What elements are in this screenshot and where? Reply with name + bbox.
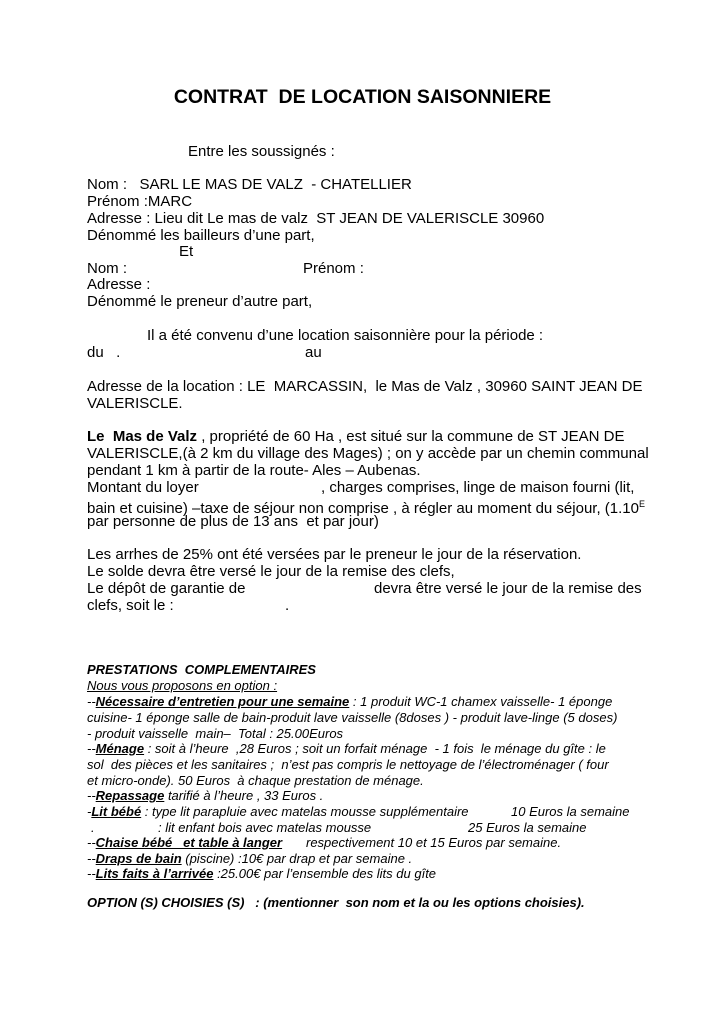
clefs-dot: . <box>285 597 290 614</box>
prestations-heading <box>87 662 316 677</box>
periode-intro: Il a été convenu d’une location saisonnière pour la période : <box>147 327 544 344</box>
chaise-line <box>87 835 282 850</box>
lit-bebe-rest: : type lit parapluie avec matelas mousse supplémentaire <box>141 804 469 819</box>
menage-dash: -- <box>87 741 96 756</box>
loyer-details: , charges comprises, linge de maison fourni (lit, <box>321 479 635 496</box>
entretien-dash: -- <box>87 694 96 709</box>
prestations-heading-text: PRESTATIONS COMPLEMENTAIRES <box>87 662 316 677</box>
clefs-label: clefs, soit le : <box>87 597 174 614</box>
lits-line <box>87 866 436 881</box>
options-choisies <box>87 895 585 910</box>
entretien-line2: cuisine- 1 éponge salle de bain-produit lave vaisselle (8doses ) - produit lave-linge (5 doses) <box>87 710 618 725</box>
bailleur-prenom: Prénom :MARC <box>87 193 193 210</box>
entretien-line1 <box>87 694 612 709</box>
depot-label: Le dépôt de garantie de <box>87 580 246 597</box>
menage-line2: sol des pièces et les sanitaires ; n’est pas compris le nettoyage de l’électroménager ( four <box>87 757 609 772</box>
menage-rest: : soit à l’heure ,28 Euros ; soit un forfait ménage - 1 fois le ménage du gîte : le <box>144 741 606 756</box>
lits-rest: :25.00€ par l’ensemble des lits du gîte <box>213 866 437 881</box>
chaise-dash: -- <box>87 835 96 850</box>
loyer-label: Montant du loyer <box>87 479 199 496</box>
options-choisies-text: OPTION (S) CHOISIES (S) : (mentionner son nom et la ou les options choisies). <box>87 895 585 910</box>
page-title: CONTRAT DE LOCATION SAISONNIERE <box>173 86 552 108</box>
repassage-dash: -- <box>87 788 96 803</box>
lit-enfant-price: 25 Euros la semaine <box>468 820 587 835</box>
draps-line <box>87 851 412 866</box>
description-line1 <box>87 428 624 445</box>
menage-title: Ménage <box>95 741 145 756</box>
lits-title: Lits faits à l’arrivée <box>95 866 214 881</box>
preneur-prenom: Prénom : <box>303 260 364 277</box>
solde-text: Le solde devra être versé le jour de la remise des clefs, <box>87 563 455 580</box>
lits-dash: -- <box>87 866 96 881</box>
exponent-e: E <box>638 499 645 509</box>
chaise-title: Chaise bébé et table à langer <box>95 835 283 850</box>
depot-details: devra être versé le jour de la remise des <box>374 580 642 597</box>
draps-rest: (piscine) :10€ par drap et par semaine . <box>181 851 413 866</box>
bailleur-nom: Nom : SARL LE MAS DE VALZ - CHATELLIER <box>87 176 412 193</box>
intro-text: Entre les soussignés : <box>188 143 335 160</box>
lit-bebe-dash: - <box>87 804 92 819</box>
location-adresse-line1: Adresse de la location : LE MARCASSIN, le Mas de Valz , 30960 SAINT JEAN DE <box>87 378 643 395</box>
repassage-line <box>87 788 323 803</box>
preneur-denomme: Dénommé le preneur d’autre part, <box>87 293 313 310</box>
repassage-title: Repassage <box>95 788 165 803</box>
bailleur-adresse: Adresse : Lieu dit Le mas de valz ST JEAN DE VALERISCLE 30960 <box>87 210 545 227</box>
description-line3: pendant 1 km à partir de la route- Ales – Aubenas. <box>87 462 421 479</box>
entretien-rest: : 1 produit WC-1 chamex vaisselle- 1 éponge <box>349 694 613 709</box>
lit-enfant-dot: . <box>91 820 95 835</box>
repassage-rest: tarifié à l’heure , 33 Euros . <box>164 788 324 803</box>
preneur-nom: Nom : <box>87 260 128 277</box>
et-text: Et <box>179 243 194 260</box>
entretien-line3: - produit vaisselle main– Total : 25.00Euros <box>87 726 344 741</box>
location-adresse-line2: VALERISCLE. <box>87 395 183 412</box>
mas-de-valz-name: Le Mas de Valz <box>87 428 198 445</box>
lit-bebe-title: Lit bébé <box>91 804 142 819</box>
arrhes-text: Les arrhes de 25% ont été versées par le preneur le jour de la réservation. <box>87 546 582 563</box>
preneur-adresse: Adresse : <box>87 276 151 293</box>
periode-au: au <box>305 344 322 361</box>
menage-line1 <box>87 741 606 756</box>
prestations-intro <box>87 678 277 693</box>
draps-title: Draps de bain <box>95 851 182 866</box>
description-line6: par personne de plus de 13 ans et par jour) <box>87 513 379 530</box>
entretien-title: Nécessaire d’entretien pour une semaine <box>95 694 350 709</box>
draps-dash: -- <box>87 851 96 866</box>
lit-bebe-line <box>87 804 469 819</box>
description-line2: VALERISCLE,(à 2 km du village des Mages) ; on y accède par un chemin communal <box>87 445 649 462</box>
description-line1-rest: , propriété de 60 Ha , est situé sur la commune de ST JEAN DE <box>197 428 625 445</box>
prestations-intro-text: Nous vous proposons en option : <box>87 678 278 693</box>
lit-bebe-price: 10 Euros la semaine <box>511 804 630 819</box>
chaise-rest: respectivement 10 et 15 Euros par semaine. <box>306 835 562 850</box>
bailleur-denomme: Dénommé les bailleurs d’une part, <box>87 227 315 244</box>
lit-enfant-rest: : lit enfant bois avec matelas mousse <box>158 820 372 835</box>
menage-line3: et micro-onde). 50 Euros à chaque prestation de ménage. <box>87 773 424 788</box>
periode-du: du . <box>87 344 121 361</box>
description-line5-text: bain et cuisine) –taxe de séjour non comprise , à régler au moment du séjour, (1.10 <box>87 500 639 517</box>
